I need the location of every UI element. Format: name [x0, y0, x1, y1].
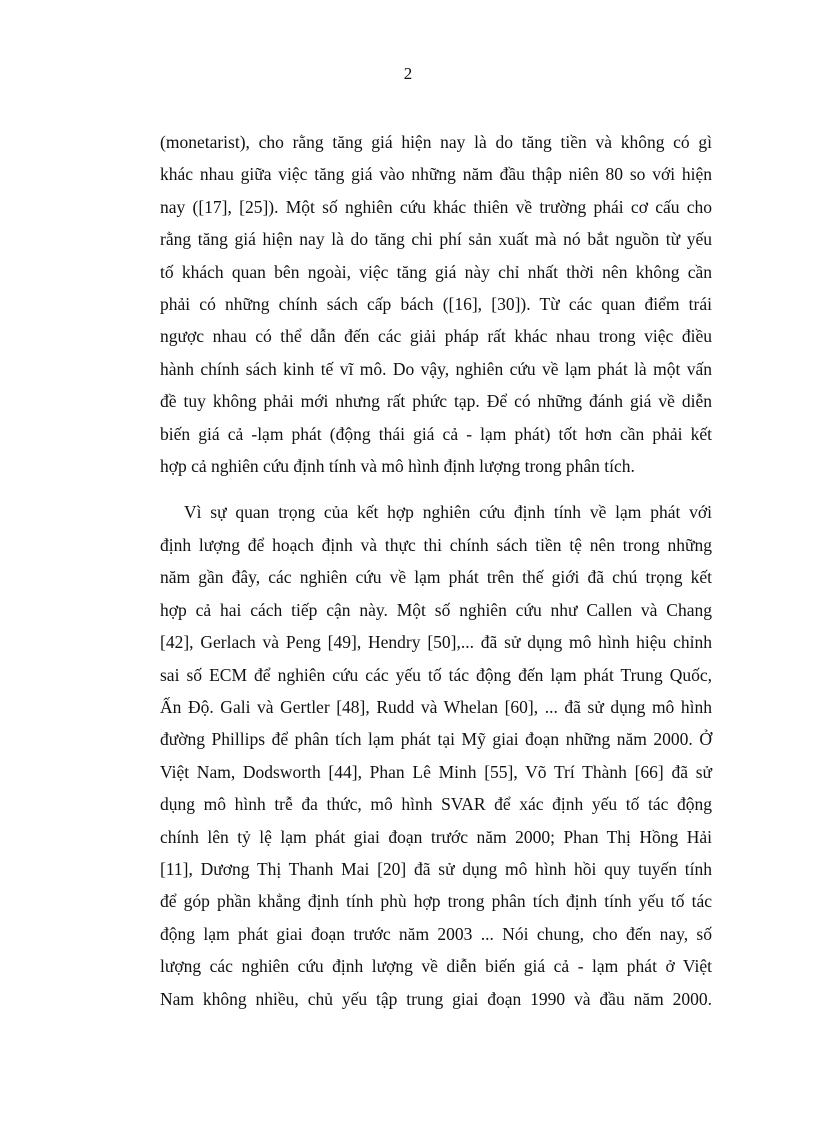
- text-line: (monetarist), cho rằng tăng giá hiện nay là do tăng tiền và không có gì: [160, 132, 712, 152]
- text-line: hợp cả nghiên cứu định tính và mô hình định lượng trong phân tích.: [160, 456, 635, 477]
- text-line: hợp cả hai cách tiếp cận này. Một số nghiên cứu như Callen và Chang: [160, 599, 712, 620]
- page-number: 2: [403, 64, 413, 83]
- paragraph-1: [160, 126, 712, 482]
- text-line: biến giá cả -lạm phát (động thái giá cả - lạm phát) tốt hơn cần phải kết: [160, 423, 712, 444]
- paragraph-2: [160, 496, 712, 1015]
- text-line: đường Phillips để phân tích lạm phát tại Mỹ giai đoạn những năm 2000. Ở: [160, 729, 712, 750]
- text-line: động lạm phát giai đoạn trước năm 2003 ... Nói chung, cho đến nay, số: [160, 923, 712, 944]
- text-line: Nam không nhiều, chủ yếu tập trung giai đoạn 1990 và đầu năm 2000.: [160, 988, 712, 1009]
- text-line: hành chính sách kinh tế vĩ mô. Do vậy, nghiên cứu về lạm phát là một vấn: [160, 358, 712, 379]
- text-line: khác nhau giữa việc tăng giá vào những năm đầu thập niên 80 so với hiện: [160, 164, 712, 185]
- text-line: [42], Gerlach và Peng [49], Hendry [50],... đã sử dụng mô hình hiệu chỉnh: [160, 632, 712, 653]
- text-line: Ấn Độ. Gali và Gertler [48], Rudd và Whelan [60], ... đã sử dụng mô hình: [160, 696, 712, 717]
- body-text: [160, 126, 712, 1015]
- text-line: chính lên tỷ lệ lạm phát giai đoạn trước năm 2000; Phan Thị Hồng Hải: [160, 826, 712, 847]
- text-line: phải có những chính sách cấp bách ([16], [30]). Từ các quan điểm trái: [160, 294, 712, 315]
- text-line: định lượng để hoạch định và thực thi chính sách tiền tệ nên trong những: [160, 534, 712, 555]
- text-line: đề tuy không phải mới nhưng rất phức tạp. Để có những đánh giá về diễn: [160, 391, 712, 412]
- text-line: ngược nhau có thể dẫn đến các giải pháp rất khác nhau trong việc điều: [160, 326, 712, 347]
- text-line: tố khách quan bên ngoài, việc tăng giá này chỉ nhất thời nên không cần: [160, 261, 712, 282]
- text-line: để góp phần khẳng định tính phù hợp trong phân tích định tính yếu tố tác: [160, 891, 712, 912]
- text-line: năm gần đây, các nghiên cứu về lạm phát trên thế giới đã chú trọng kết: [160, 567, 712, 588]
- text-line: dụng mô hình trễ đa thức, mô hình SVAR để xác định yếu tố tác động: [160, 794, 712, 815]
- text-line: nay ([17], [25]). Một số nghiên cứu khác thiên về trường phái cơ cấu cho: [160, 196, 712, 217]
- text-line: Việt Nam, Dodsworth [44], Phan Lê Minh [55], Võ Trí Thành [66] đã sử: [160, 761, 712, 782]
- text-line: Vì sự quan trọng của kết hợp nghiên cứu định tính về lạm phát với: [184, 502, 712, 523]
- text-line: sai số ECM để nghiên cứu các yếu tố tác động đến lạm phát Trung Quốc,: [160, 664, 712, 685]
- text-line: lượng các nghiên cứu định lượng về diễn biến giá cả - lạm phát ở Việt: [160, 956, 712, 977]
- text-line: [11], Dương Thị Thanh Mai [20] đã sử dụng mô hình hồi quy tuyến tính: [160, 858, 712, 879]
- text-line: rằng tăng giá hiện nay là do tăng chi phí sản xuất mà nó bắt nguồn từ yếu: [160, 229, 712, 250]
